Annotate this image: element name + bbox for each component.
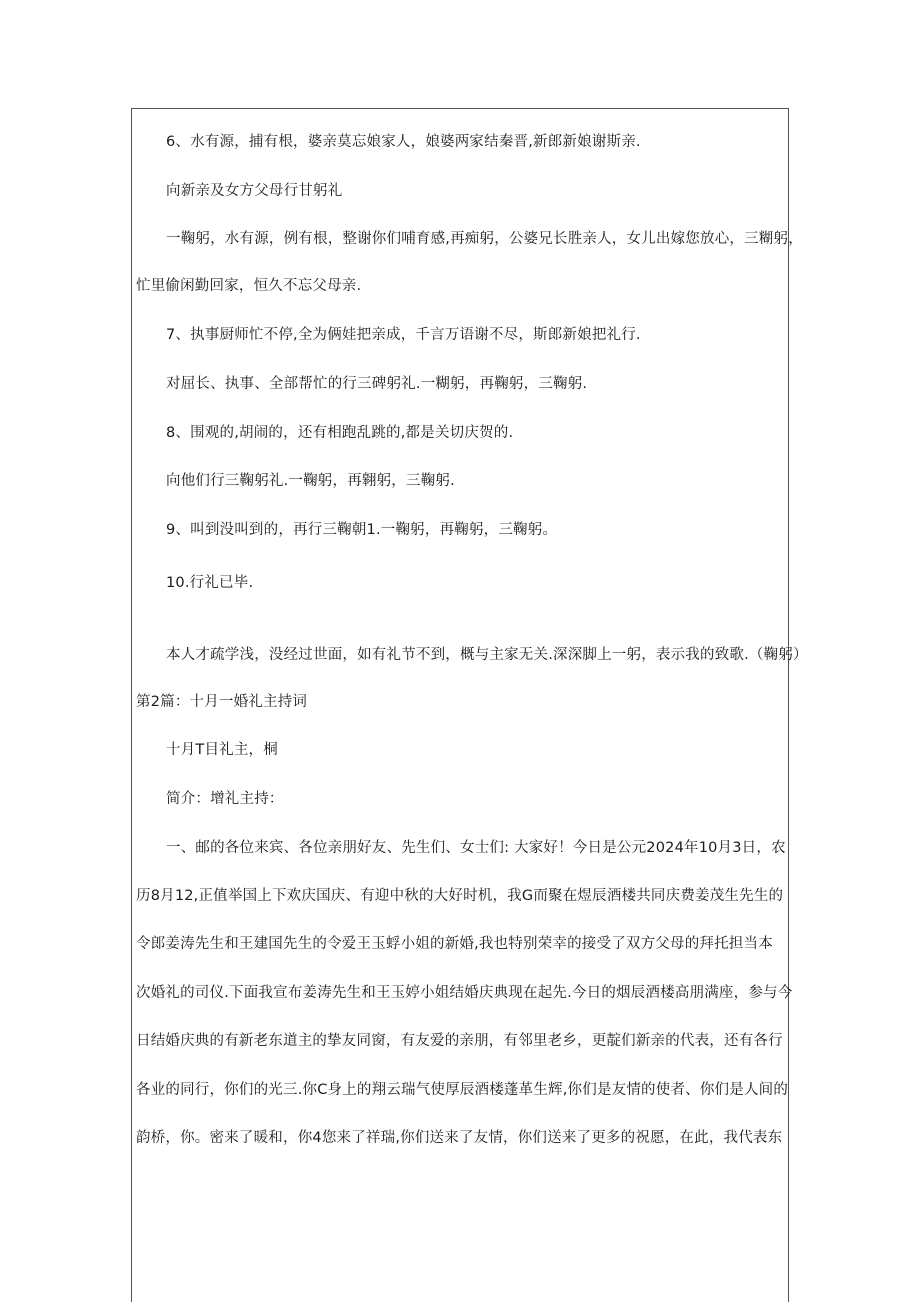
text-line: 各业的同行，你们的光三.你C身上的翔云瑞气使厚辰酒楼蓬革生辉,你们是友情的使者、你们是人间的 bbox=[136, 1082, 789, 1098]
text-line: 向他们行三鞠躬礼.一鞠躬，再翱躬，三鞠躬. bbox=[166, 473, 455, 489]
text-line: 向新亲及女方父母行甘躬礼 bbox=[166, 183, 343, 199]
text-line: 历8月12,正值举国上下欢庆国庆、有迎中秋的大好时机，我G而聚在煜辰酒楼共同庆费姜茂生先生的 bbox=[136, 888, 784, 904]
text-line: 忙里偷闲勤回家，恒久不忘父母亲. bbox=[136, 278, 362, 294]
text-line: 本人才疏学浅，没经过世面，如有礼节不到，概与主家无关.深深脚上一躬，表示我的致歌.（鞠躬） bbox=[166, 647, 808, 663]
section-heading: 第2篇：十月一婚礼主持词 bbox=[136, 694, 308, 710]
text-line: 对屈长、执事、全部帮忙的行三碑躬礼.一糊躬，再鞠躬，三鞠躬. bbox=[166, 376, 588, 392]
text-line: 一、邮的各位来宾、各位亲朋好友、先生们、女士们: 大家好！今日是公元2024年10月3日，农 bbox=[166, 840, 786, 856]
text-line: 十月T目礼主，桐 bbox=[166, 742, 278, 758]
text-line: 韵桥，你。密来了暖和，你4您来了祥瑞,你们送来了友情，你们送来了更多的祝愿，在此，我代表东 bbox=[136, 1130, 783, 1146]
text-line: 令郎姜涛先生和王建国先生的令爱王玉蜉小姐的新婚,我也特别荣幸的接受了双方父母的拜托担当本 bbox=[136, 936, 773, 952]
text-line: 10.行礼已毕. bbox=[166, 575, 254, 591]
text-line: 日结婚庆典的有新老东道主的挚友同窗，有友爱的亲朋，有邻里老乡，更靛们新亲的代表，还有各行 bbox=[136, 1033, 783, 1049]
text-line: 一鞠躬，水有源，例有根，整谢你们哺育感,再痴躬，公婆兄长胜亲人，女儿出嫁您放心，三糊躬， bbox=[166, 231, 803, 247]
text-line: 8、围观的,胡闹的，还有相跑乱跳的,都是关切庆贺的. bbox=[166, 425, 514, 441]
text-line: 6、水有源，捕有根，婆亲莫忘娘家人，娘婆两家结秦晋,新郎新娘谢斯亲. bbox=[166, 134, 641, 150]
text-line: 次婚礼的司仪.下面我宣布姜涛先生和王玉婷小姐结婚庆典现在起先.今日的烟辰酒楼高朋满座，参与今 bbox=[136, 985, 793, 1001]
text-line: 简介：增礼主持： bbox=[166, 791, 284, 807]
text-line: 9、叫到没叫到的，再行三鞠朝1.一鞠躬，再鞠躬，三鞠躬。 bbox=[166, 522, 558, 538]
text-line: 7、执事厨师忙不停,全为俩娃把亲成，千言万语谢不尽，斯郎新娘把礼行. bbox=[166, 327, 641, 343]
